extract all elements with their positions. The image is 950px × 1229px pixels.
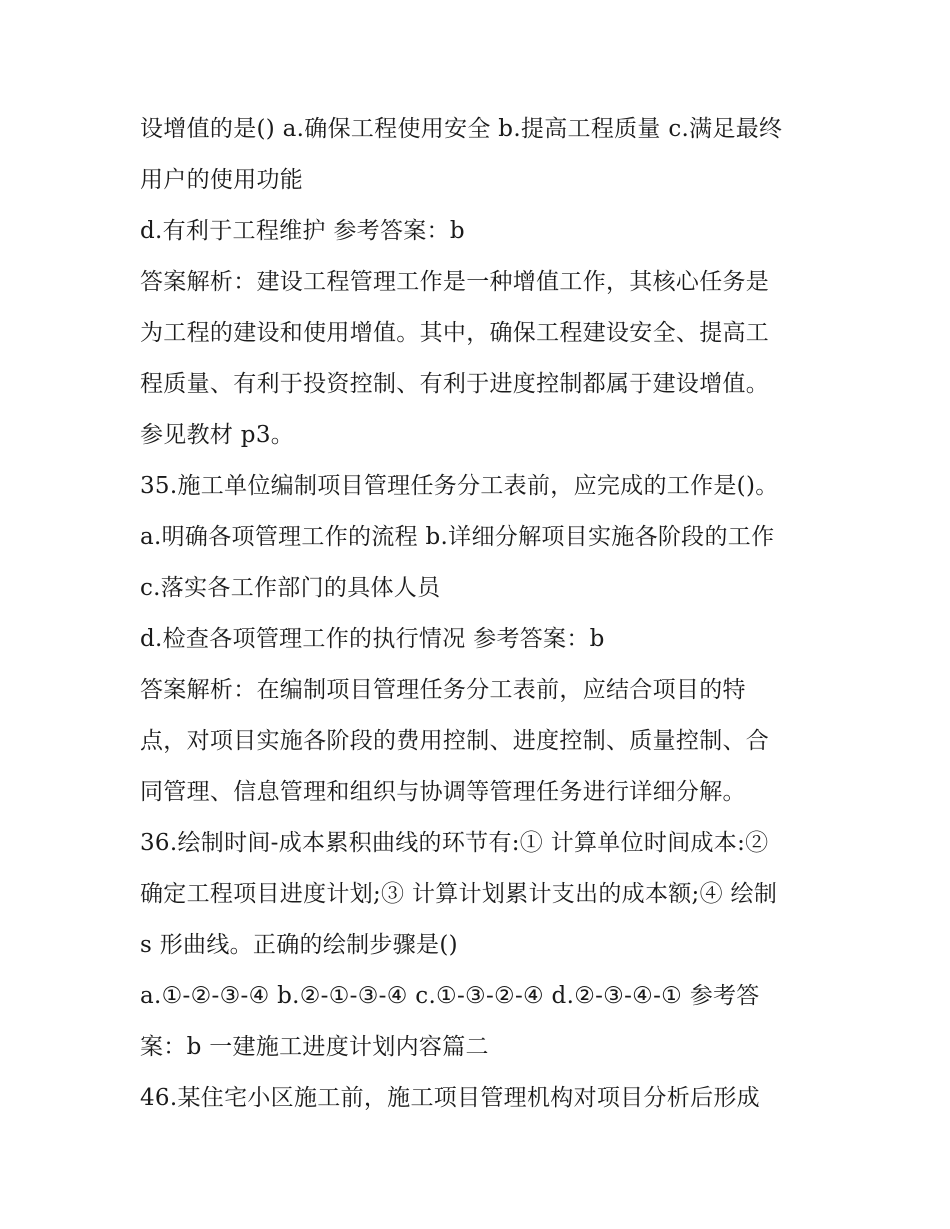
text-line: 设增值的是() a.确保工程使用安全 b.提高工程质量 c.满足最终	[140, 116, 783, 142]
document-body	[140, 104, 830, 1124]
text-line: 程质量、有利于投资控制、有利于进度控制都属于建设增值。	[140, 371, 770, 397]
text-line: 案：b 一建施工进度计划内容篇二	[140, 1034, 489, 1060]
text-line: 点，对项目实施各阶段的费用控制、进度控制、质量控制、合	[140, 728, 770, 754]
text-line: 答案解析：建设工程管理工作是一种增值工作，其核心任务是	[140, 269, 770, 295]
text-line: 答案解析：在编制项目管理任务分工表前，应结合项目的特	[140, 677, 746, 703]
text-line: c.落实各工作部门的具体人员	[140, 575, 441, 601]
question-46-line: 46.某住宅小区施工前，施工项目管理机构对项目分析后形成	[140, 1085, 760, 1111]
text-line: d.检查各项管理工作的执行情况 参考答案：b	[140, 626, 605, 652]
text-line: 确定工程项目进度计划;③ 计算计划累计支出的成本额;④ 绘制	[140, 881, 778, 907]
text-line: a.①-②-③-④ b.②-①-③-④ c.①-③-②-④ d.②-③-④-① 参考答	[140, 983, 760, 1009]
text-line: 参见教材 p3。	[140, 422, 295, 448]
text-line: d.有利于工程维护 参考答案：b	[140, 218, 465, 244]
question-35-line: 35.施工单位编制项目管理任务分工表前，应完成的工作是()。	[140, 473, 779, 499]
text-line: 为工程的建设和使用增值。其中，确保工程建设安全、提高工	[140, 320, 770, 346]
text-line: s 形曲线。正确的绘制步骤是()	[140, 932, 458, 958]
text-line: a.明确各项管理工作的流程 b.详细分解项目实施各阶段的工作	[140, 524, 775, 550]
text-line: 用户的使用功能	[140, 167, 304, 193]
question-36-line: 36.绘制时间-成本累积曲线的环节有:① 计算单位时间成本:②	[140, 830, 769, 856]
text-line: 同管理、信息管理和组织与协调等管理任务进行详细分解。	[140, 779, 746, 805]
